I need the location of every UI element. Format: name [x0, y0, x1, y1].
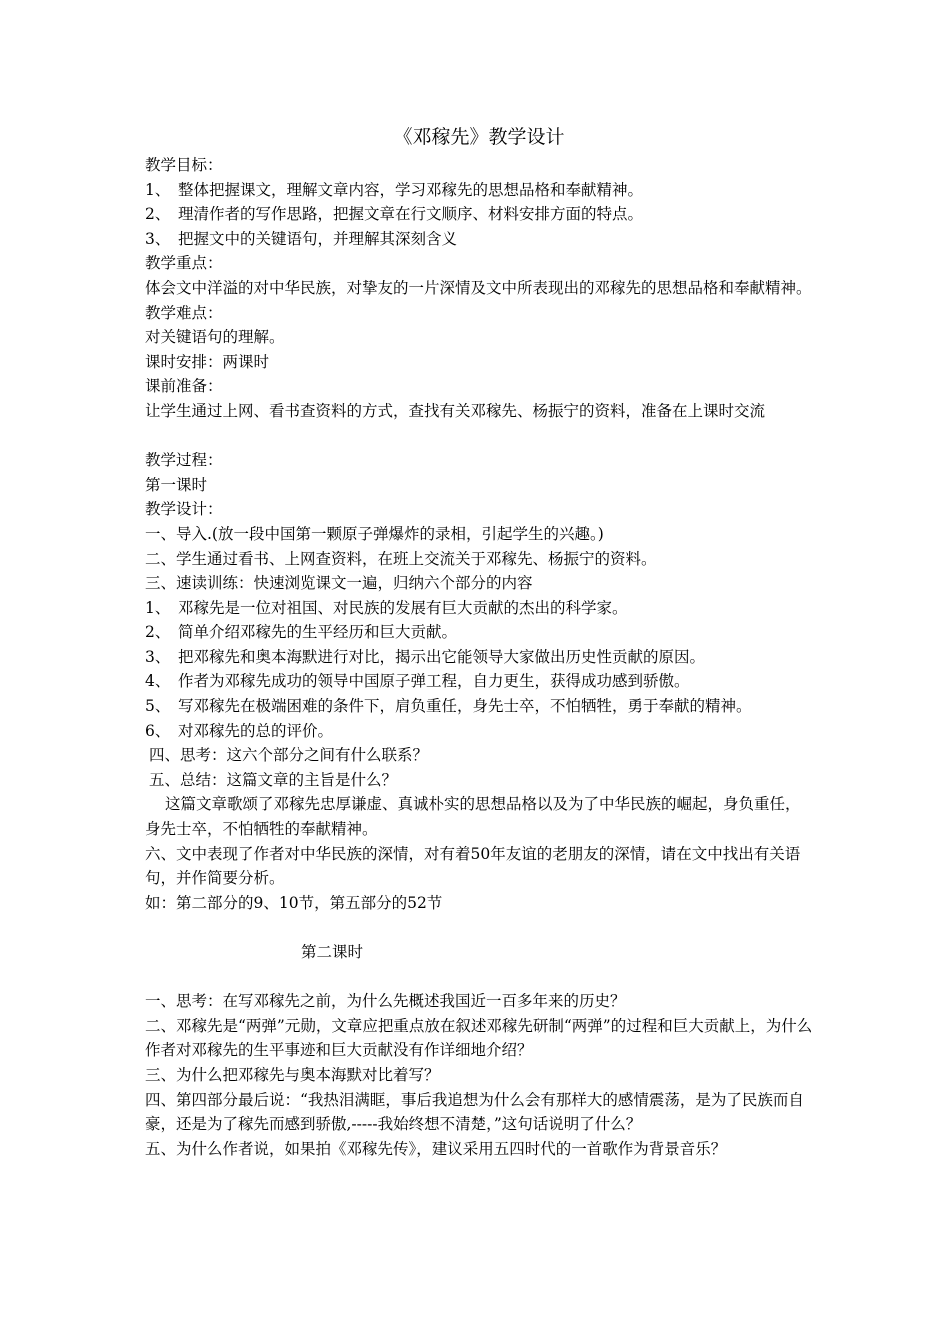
part-text: 把邓稼先和奥本海默进行对比，揭示出它能领导大家做出历史性贡献的原因。 [178, 647, 706, 666]
lesson2-question-4: 四、第四部分最后说：“我热泪满眶，事后我追想为什么会有那样大的感情震荡，是为了民族而自豪，还是为了稼先而感到骄傲,-----我始终想不清楚，”这句话说明了什么？ [145, 1090, 804, 1134]
part-item [145, 645, 813, 670]
schedule-text: 课时安排：两课时 [145, 352, 270, 371]
goal-text: 理清作者的写作思路，把握文章在行文顺序、材料安排方面的特点。 [178, 205, 644, 224]
part-text: 作者为邓稼先成功的领导中国原子弹工程，自力更生，获得成功感到骄傲。 [178, 672, 690, 691]
blank-line [145, 915, 813, 940]
lesson1-step-3: 三、速读训练：快速浏览课文一遍，归纳六个部分的内容 [145, 574, 533, 593]
part-number: 6、 [145, 721, 171, 740]
goal-item [145, 227, 813, 252]
part-number: 2、 [145, 623, 171, 642]
blank-line [145, 424, 813, 449]
part-text: 对邓稼先的总的评价。 [178, 721, 334, 740]
lesson2-label: 第二课时 [301, 943, 364, 961]
lesson1-step-2: 二、学生通过看书、上网查资料，在班上交流关于邓稼先、杨振宁的资料。 [145, 549, 657, 568]
example-text: 如：第二部分的9、10节，第五部分的52节 [145, 893, 443, 912]
blank-line [145, 965, 813, 990]
key-points-text: 体会文中洋溢的对中华民族，对挚友的一片深情及文中所表现出的邓稼先的思想品格和奉献精神。 [145, 278, 812, 297]
lesson2-question-1: 一、思考：在写邓稼先之前，为什么先概述我国近一百多年来的历史？ [145, 992, 626, 1011]
goal-number: 2、 [145, 205, 171, 224]
prep-label: 课前准备： [145, 377, 223, 396]
lesson2-question-5: 五、为什么作者说，如果拍《邓稼先传》，建议采用五四时代的一首歌作为背景音乐？ [145, 1139, 727, 1158]
part-number: 1、 [145, 598, 171, 617]
goal-number: 3、 [145, 229, 171, 248]
goals-label: 教学目标： [145, 156, 223, 174]
part-item [145, 620, 813, 645]
summary-text: 这篇文章歌颂了邓稼先忠厚谦虚、真诚朴实的思想品格以及为了中华民族的崛起，身负重任，身先士卒，不怕牺牲的奉献精神。 [145, 795, 801, 839]
document-page [145, 122, 813, 1161]
lesson1-step-1: 一、导入.(放一段中国第一颗原子弹爆炸的录相，引起学生的兴趣。) [145, 524, 604, 543]
part-text: 写邓稼先在极端困难的条件下，肩负重任，身先士卒，不怕牺牲，勇于奉献的精神。 [178, 697, 752, 716]
part-text: 邓稼先是一位对祖国、对民族的发展有巨大贡献的杰出的科学家。 [178, 598, 628, 617]
part-item [145, 719, 813, 744]
goal-number: 1、 [145, 180, 171, 199]
part-number: 5、 [145, 697, 171, 716]
difficulty-text: 对关键语句的理解。 [145, 328, 285, 347]
part-number: 4、 [145, 672, 171, 691]
lesson1-step-6: 六、文中表现了作者对中华民族的深情，对有着50年友谊的老朋友的深情，请在文中找出有关语句，并作简要分析。 [145, 844, 801, 888]
goal-item [145, 178, 813, 203]
part-item [145, 694, 813, 719]
lesson1-label: 第一课时 [145, 475, 208, 494]
goal-text: 把握文中的关键语句，并理解其深刻含义 [178, 229, 458, 248]
part-item [145, 596, 813, 621]
prep-text: 让学生通过上网、看书查资料的方式，查找有关邓稼先、杨振宁的资料，准备在上课时交流 [145, 401, 766, 420]
lesson2-question-3: 三、为什么把邓稼先与奥本海默对比着写？ [145, 1065, 440, 1084]
part-item [145, 669, 813, 694]
goal-item [145, 202, 813, 227]
design-label: 教学设计： [145, 500, 223, 519]
part-text: 简单介绍邓稼先的生平经历和巨大贡献。 [178, 623, 458, 642]
part-number: 3、 [145, 647, 171, 666]
document-title: 《邓稼先》教学设计 [393, 126, 565, 148]
process-label: 教学过程： [145, 451, 223, 470]
difficulty-label: 教学难点： [145, 303, 223, 322]
lesson1-step-4: 四、思考：这六个部分之间有什么联系？ [149, 746, 429, 765]
key-points-label: 教学重点： [145, 254, 223, 273]
lesson1-step-5: 五、总结：这篇文章的主旨是什么？ [149, 770, 398, 789]
lesson2-question-2: 二、邓稼先是“两弹”元勋，文章应把重点放在叙述邓稼先研制“两弹”的过程和巨大贡献上，为什么作者对邓稼先的生平事迹和巨大贡献没有作详细地介绍？ [145, 1016, 813, 1060]
goal-text: 整体把握课文，理解文章内容，学习邓稼先的思想品格和奉献精神。 [178, 180, 644, 199]
